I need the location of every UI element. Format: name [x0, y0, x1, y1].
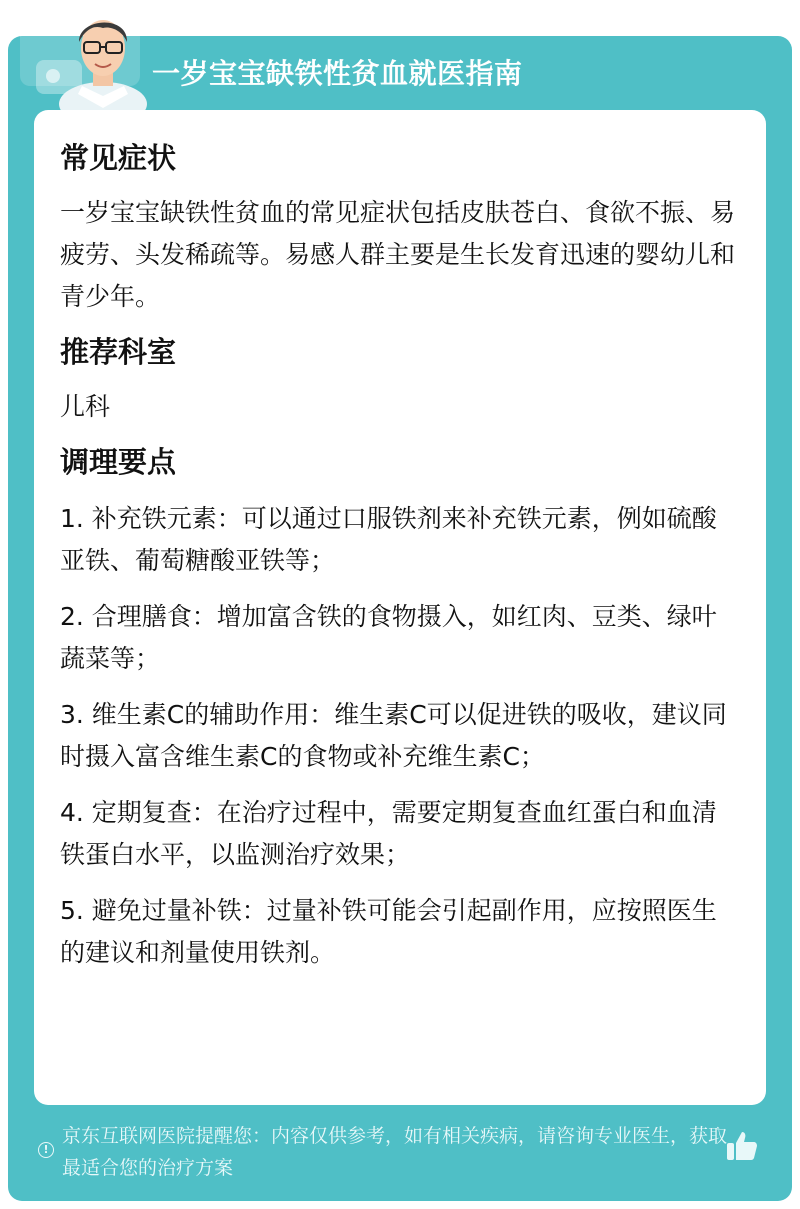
- care-heading: 调理要点: [60, 445, 177, 479]
- symptoms-heading: 常见症状: [60, 141, 177, 175]
- info-icon: !: [38, 1142, 54, 1158]
- footer-disclaimer: 京东互联网医院提醒您：内容仅供参考，如有相关疾病，请咨询专业医生，获取最适合您的治疗方案: [62, 1125, 728, 1179]
- care-item: 4. 定期复查：在治疗过程中，需要定期复查血红蛋白和血清铁蛋白水平，以监测治疗效果；: [60, 798, 717, 869]
- page-title: 一岁宝宝缺铁性贫血就医指南: [152, 57, 523, 90]
- doctor-avatar: [48, 4, 158, 112]
- care-item: 5. 避免过量补铁：过量补铁可能会引起副作用，应按照医生的建议和剂量使用铁剂。: [60, 896, 717, 967]
- thumbs-up-icon[interactable]: [724, 1128, 760, 1164]
- care-item: 2. 合理膳食：增加富含铁的食物摄入，如红肉、豆类、绿叶蔬菜等；: [60, 602, 717, 673]
- care-item: 1. 补充铁元素：可以通过口服铁剂来补充铁元素，例如硫酸亚铁、葡萄糖酸亚铁等；: [60, 504, 717, 575]
- content-panel: [34, 110, 766, 1105]
- department-text: 儿科: [60, 392, 111, 421]
- department-heading: 推荐科室: [60, 335, 177, 369]
- care-item: 3. 维生素C的辅助作用：维生素C可以促进铁的吸收，建议同时摄入富含维生素C的食物或补充维生素C；: [60, 700, 727, 771]
- symptoms-text: 一岁宝宝缺铁性贫血的常见症状包括皮肤苍白、食欲不振、易疲劳、头发稀疏等。易感人群主要是生长发育迅速的婴幼儿和青少年。: [60, 198, 736, 311]
